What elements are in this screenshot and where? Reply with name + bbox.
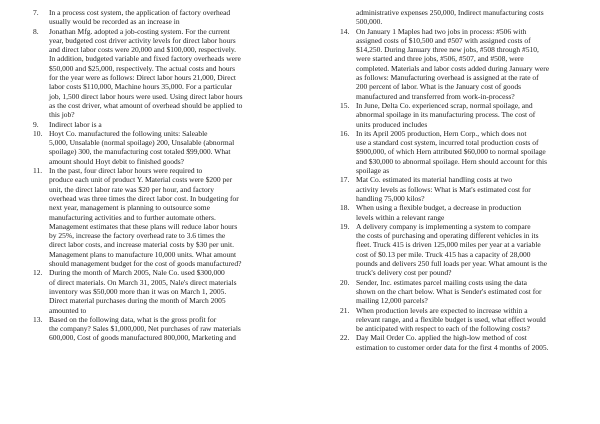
question-item — [340, 278, 578, 306]
question-item — [340, 222, 578, 278]
text-line: and $30,000 to abnormal spoilage. Hern should account for this — [356, 156, 548, 166]
question-number: 20. — [340, 277, 350, 287]
question-text — [49, 268, 291, 314]
text-line: activity levels as follows: What is Mat's estimated cost for — [356, 184, 531, 194]
question-text — [356, 101, 578, 129]
question-item — [33, 129, 291, 166]
right-column — [340, 8, 578, 352]
question-item — [340, 306, 578, 334]
text-line: next year, management is planning to outsource some — [49, 203, 210, 213]
text-line: year, budgeted cost driver activity levels for direct labor hours — [49, 35, 236, 45]
text-line: In the past, four direct labor hours were required to — [49, 166, 203, 176]
question-number: 17. — [340, 175, 350, 185]
text-line: When using a flexible budget, a decrease in production — [356, 203, 522, 213]
text-line: completed. Materials and labor costs added during January were — [356, 63, 550, 73]
question-item — [340, 101, 578, 129]
question-number: 7. — [33, 8, 39, 17]
text-line: Management plans to manufacture 10,000 units. What amount — [49, 249, 237, 259]
question-text — [356, 27, 578, 101]
text-line: fleet. Truck 415 is driven 125,000 miles per year at a variable — [356, 240, 541, 250]
question-text — [356, 203, 578, 222]
text-line: $14,250. During January three new jobs, #508 through #510, — [356, 45, 539, 55]
text-line: abnormal spoilage in its manufacturing process. The cost of — [356, 110, 536, 120]
question-item — [340, 27, 578, 101]
question-text — [49, 129, 291, 166]
question-text — [49, 27, 291, 120]
text-line: manufactured and transferred from work-in-process? — [356, 91, 515, 101]
question-number: 14. — [340, 26, 350, 36]
question-number: 15. — [340, 100, 350, 110]
text-line: for the year were as follows: Direct labor hours 21,000, Direct — [49, 73, 237, 83]
text-line: Direct material purchases during the month of March 2005 — [49, 296, 226, 306]
text-line: amount should Hoyt debit to finished goods? — [49, 156, 184, 166]
text-line: spoilage) 300, the manufacturing cost totaled $99,000. What — [49, 147, 231, 157]
text-line: levels within a relevant range — [356, 212, 445, 222]
text-line: 200 percent of labor. What is the January cost of goods — [356, 82, 522, 92]
question-item — [33, 8, 291, 27]
text-line: During the month of March 2005, Nale Co. used $300,000 — [49, 268, 225, 278]
question-number: 13. — [33, 314, 43, 324]
text-line: $50,000 and $25,000, respectively. The actual costs and hours — [49, 63, 235, 73]
text-line: as follows: Manufacturing overhead is assigned at the rate of — [356, 73, 539, 83]
text-line: Based on the following data, what is the gross profit for — [49, 314, 217, 324]
text-line: 5,000, Unsalable (normal spoilage) 200, Unsalable (abnormal — [49, 138, 235, 148]
text-line: shown on the chart below. What is Sender's estimated cost for — [356, 286, 542, 296]
text-line: were started and three jobs, #506, #507, and #508, were — [356, 54, 524, 64]
text-line: should management budget for the cost of goods manufactured? — [49, 259, 242, 269]
question-text — [356, 278, 578, 306]
text-line: Management estimates that these plans will reduce labor hours — [49, 221, 238, 231]
text-line: labor costs $110,000, Machine hours 35,000. For a particular — [49, 82, 233, 92]
text-line: In a process cost system, the application of factory overhead — [49, 8, 231, 17]
text-line: assigned costs of $10,500 and #507 with assigned costs of — [356, 35, 531, 45]
question-item — [33, 268, 291, 314]
left-column — [33, 8, 291, 343]
text-line: this job? — [49, 110, 75, 120]
question-number: 21. — [340, 305, 350, 315]
question-item — [33, 166, 291, 268]
text-line: by 25%, increase the factory overhead rate to 3.6 times the — [49, 231, 226, 241]
question-number: 16. — [340, 128, 350, 138]
question-number: 22. — [340, 333, 350, 343]
question-text — [49, 8, 291, 27]
text-line: A delivery company is implementing a system to compare — [356, 221, 531, 231]
question-item — [33, 120, 291, 129]
right-questions — [340, 27, 578, 352]
question-number: 8. — [33, 26, 39, 36]
text-line: Indirect labor is a — [49, 119, 102, 129]
question-number: 12. — [33, 268, 43, 278]
text-line: truck's delivery cost per pound? — [356, 268, 452, 278]
text-line: $900,000, of which Hern attributed $60,000 to normal spoilage — [356, 147, 546, 157]
text-line: Hoyt Co. manufactured the following units: Saleable — [49, 128, 208, 138]
text-line: job, 1,500 direct labor hours were used. Using direct labor hours — [49, 91, 243, 101]
text-line: 600,000, Cost of goods manufactured 800,000, Marketing and — [49, 333, 236, 343]
text-line: be anticipated with respect to each of the following costs? — [356, 324, 530, 334]
text-line: overhead was three times the direct labor cost. In budgeting for — [49, 193, 239, 203]
question-text — [49, 315, 291, 343]
text-line: Day Mail Order Co. applied the high-low method of cost — [356, 333, 527, 343]
question-number: 10. — [33, 128, 43, 138]
text-line: relevant range, and a flexible budget is used, what effect would — [356, 314, 546, 324]
question-number: 19. — [340, 221, 350, 231]
question-number: 9. — [33, 119, 39, 129]
text-line: In addition, budgeted variable and fixed factory overheads were — [49, 54, 241, 64]
text-line: amounted to — [49, 305, 87, 315]
text-line: On January 1 Maples had two jobs in process: #506 with — [356, 26, 527, 36]
text-line: In June, Delta Co. experienced scrap, normal spoilage, and — [356, 100, 533, 110]
text-line: the costs of purchasing and operating different vehicles in its — [356, 231, 539, 241]
text-line: spoilage as — [356, 166, 390, 176]
text-line: estimation to customer order data for the first 4 months of 2005. — [356, 342, 549, 352]
question-item — [340, 333, 578, 352]
question-item — [340, 129, 578, 175]
continuation-text — [340, 8, 578, 27]
question-item — [33, 315, 291, 343]
question-text — [356, 175, 578, 203]
text-line: manufacturing activities and to further automate others. — [49, 212, 216, 222]
question-text — [356, 333, 578, 352]
text-line: produce each unit of product Y. Material costs were $200 per — [49, 175, 233, 185]
text-line: units produced includes — [356, 119, 428, 129]
question-item — [33, 27, 291, 120]
text-line: When production levels are expected to increase within a — [356, 305, 528, 315]
text-line: Jonathan Mfg. adopted a job-costing system. For the current — [49, 26, 230, 36]
text-line: and direct labor costs were 20,000 and $100,000, respectively. — [49, 45, 236, 55]
text-line: mailing 12,000 parcels? — [356, 296, 428, 306]
question-item — [340, 175, 578, 203]
text-line: handling 75,000 kilos? — [356, 193, 425, 203]
text-line: Sender, Inc. estimates parcel mailing costs using the data — [356, 277, 527, 287]
question-text — [356, 129, 578, 175]
text-line: 500,000. — [356, 17, 383, 27]
text-line: pounds and delivers 250 full loads per year. What amount is the — [356, 259, 548, 269]
question-item — [340, 203, 578, 222]
text-line: usually would be recorded as an increase in — [49, 17, 180, 27]
text-line: In its April 2005 production, Hern Corp., which does not — [356, 128, 527, 138]
question-number: 18. — [340, 203, 350, 213]
text-line: unit, the direct labor rate was $20 per hour, and factory — [49, 184, 215, 194]
text-line: Mat Co. estimated its material handling costs at two — [356, 175, 513, 185]
text-line: as the cost driver, what amount of overhead should be applied to — [49, 100, 243, 110]
text-line: of direct materials. On March 31, 2005, Nale's direct materials — [49, 277, 237, 287]
question-text — [49, 120, 291, 129]
question-number: 11. — [33, 166, 43, 176]
text-line: administrative expenses 250,000, Indirect manufacturing costs — [356, 8, 544, 17]
text-line: inventory was $50,000 more than it was on March 1, 2005. — [49, 286, 227, 296]
text-line: use a standard cost system, incurred total production costs of — [356, 138, 539, 148]
question-text — [49, 166, 291, 268]
text-line: direct labor costs, and increase material costs by $30 per unit. — [49, 240, 234, 250]
question-text — [356, 222, 578, 278]
text-line: cost of $0.13 per mile. Truck 415 has a capacity of 28,000 — [356, 249, 531, 259]
text-line: the company? Sales $1,000,000, Net purchases of raw materials — [49, 324, 241, 334]
question-text — [356, 306, 578, 334]
